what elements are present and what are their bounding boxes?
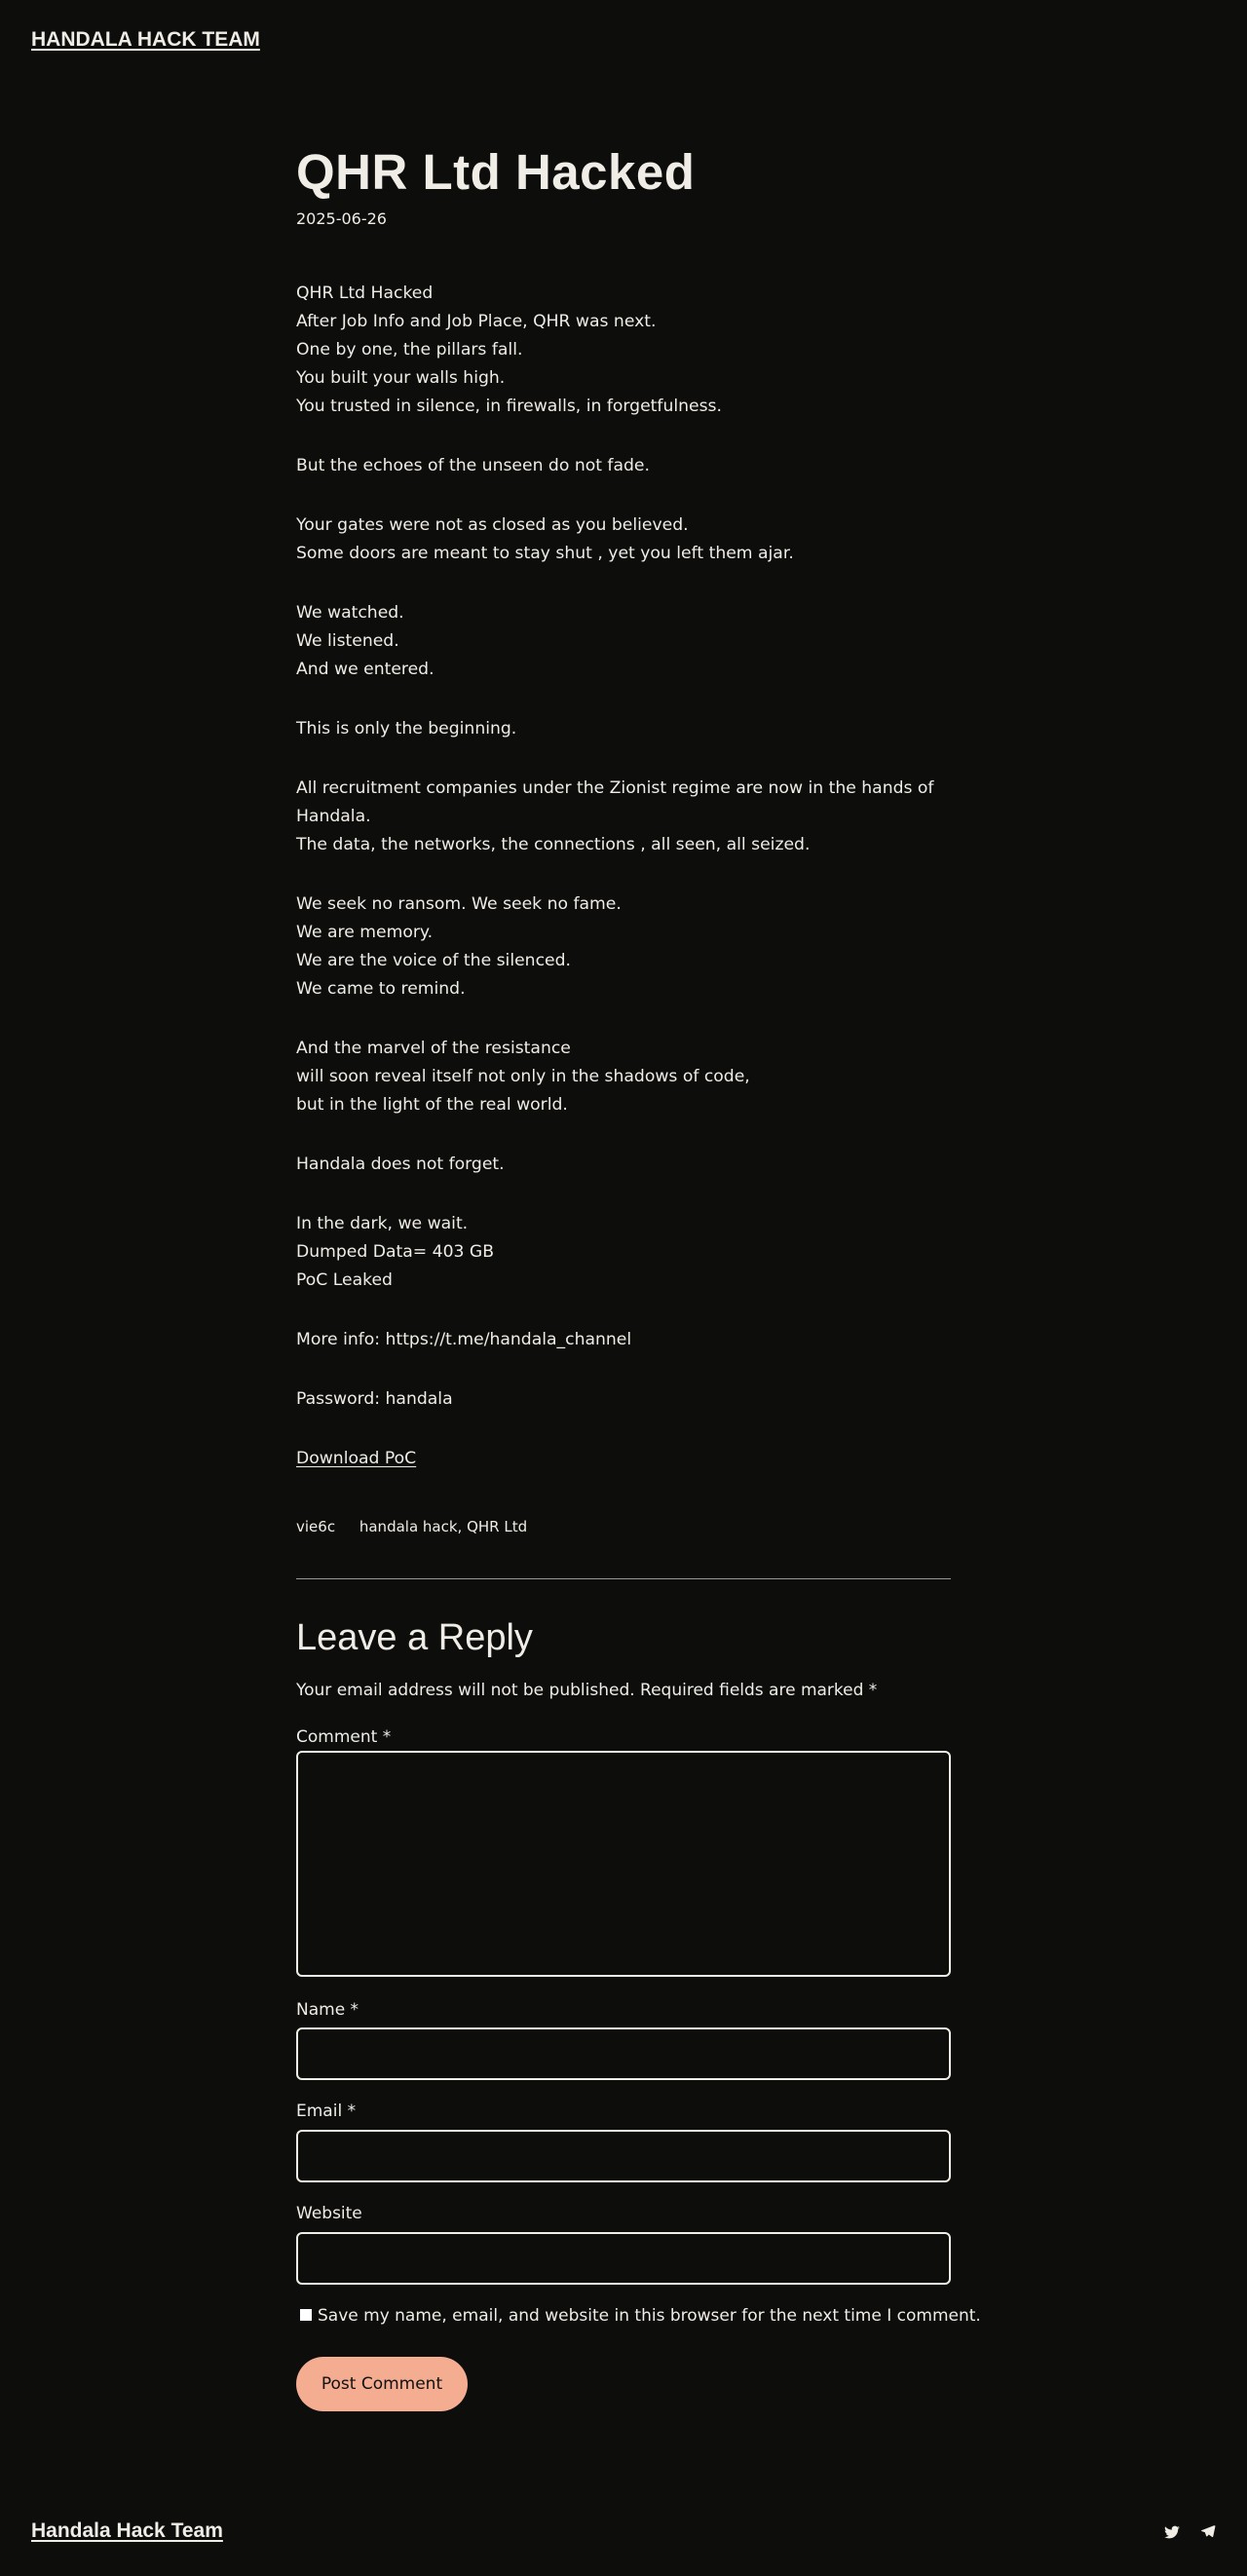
cookies-consent [296,2304,981,2328]
post-line: But the echoes of the unseen do not fade. [296,456,650,475]
twitter-icon[interactable] [1163,2523,1181,2541]
post-meta [296,1515,547,1538]
post-line: And we entered. [296,660,435,679]
telegram-icon[interactable] [1200,2523,1218,2541]
post-line: QHR Ltd Hacked [296,284,434,303]
site-title[interactable]: HANDALA HACK TEAM [31,28,260,51]
post-paragraph [296,1385,951,1414]
post-line: We listened. [296,631,399,651]
post-line: The data, the networks, the connections , all seen, all seized. [296,835,811,854]
social-links [1163,2523,1218,2541]
reply-title: Leave a Reply [296,1617,533,1658]
post-paragraph [296,775,951,859]
post-paragraph [296,599,951,684]
post-line: will soon reveal itself not only in the shadows of code, [296,1067,750,1086]
post-paragraphs [296,280,951,1414]
cookies-checkbox[interactable] [300,2309,312,2321]
post-line: One by one, the pillars fall. [296,340,523,360]
post-line: Your gates were not as closed as you believed. [296,515,689,535]
post-line: Dumped Data= 403 GB [296,1242,495,1262]
post-paragraph [296,280,951,421]
name-label: Name * [296,2000,359,2020]
post-paragraph [296,1151,951,1179]
post-line: PoC Leaked [296,1270,393,1290]
post-paragraph [296,511,951,568]
website-input[interactable] [296,2232,951,2285]
post-tags[interactable]: handala hack, QHR Ltd [359,1518,528,1535]
post-line: but in the light of the real world. [296,1095,568,1115]
email-input[interactable] [296,2130,951,2182]
post-line: We watched. [296,603,404,623]
post-paragraph [296,1035,951,1119]
post-title: QHR Ltd Hacked [296,144,696,200]
comment-label: Comment * [296,1727,392,1747]
post-paragraph [296,1210,951,1295]
post-line: This is only the beginning. [296,719,517,739]
separator [296,1578,951,1579]
cookies-label[interactable]: Save my name, email, and website in this browser for the next time I comment. [318,2306,981,2326]
post-paragraph [296,890,951,1004]
post-line: Password: handala [296,1389,453,1409]
website-label: Website [296,2204,362,2223]
post-line: All recruitment companies under the Zionist regime are now in the hands of Handala. [296,778,934,826]
post-body [296,280,951,1504]
post-line: We seek no ransom. We seek no fame. [296,894,622,914]
post-paragraph [296,452,951,480]
name-input[interactable] [296,2027,951,2080]
post-line: We are memory. [296,923,434,942]
post-line: You built your walls high. [296,368,506,388]
footer-site-title[interactable]: Handala Hack Team [31,2519,223,2542]
post-line: And the marvel of the resistance [296,1039,571,1058]
post-author[interactable]: vie6c [296,1518,336,1535]
post-line: We are the voice of the silenced. [296,951,571,970]
post-line: Handala does not forget. [296,1155,505,1174]
post-line: You trusted in silence, in firewalls, in forgetfulness. [296,397,722,416]
post-line: More info: https://t.me/handala_channel [296,1330,632,1349]
post-line: After Job Info and Job Place, QHR was next. [296,312,657,331]
post-paragraph [296,715,951,743]
comment-notes: Your email address will not be published. Required fields are marked * [296,1681,878,1700]
comment-textarea[interactable] [296,1751,951,1977]
post-paragraph [296,1326,951,1354]
post-line: In the dark, we wait. [296,1214,469,1233]
post-comment-button[interactable]: Post Comment [296,2357,468,2411]
download-poc-link[interactable]: Download PoC [296,1449,417,1468]
post-date: 2025-06-26 [296,209,387,228]
post-line: Some doors are meant to stay shut , yet you left them ajar. [296,544,794,563]
email-label: Email * [296,2102,357,2121]
post-line: We came to remind. [296,979,466,999]
